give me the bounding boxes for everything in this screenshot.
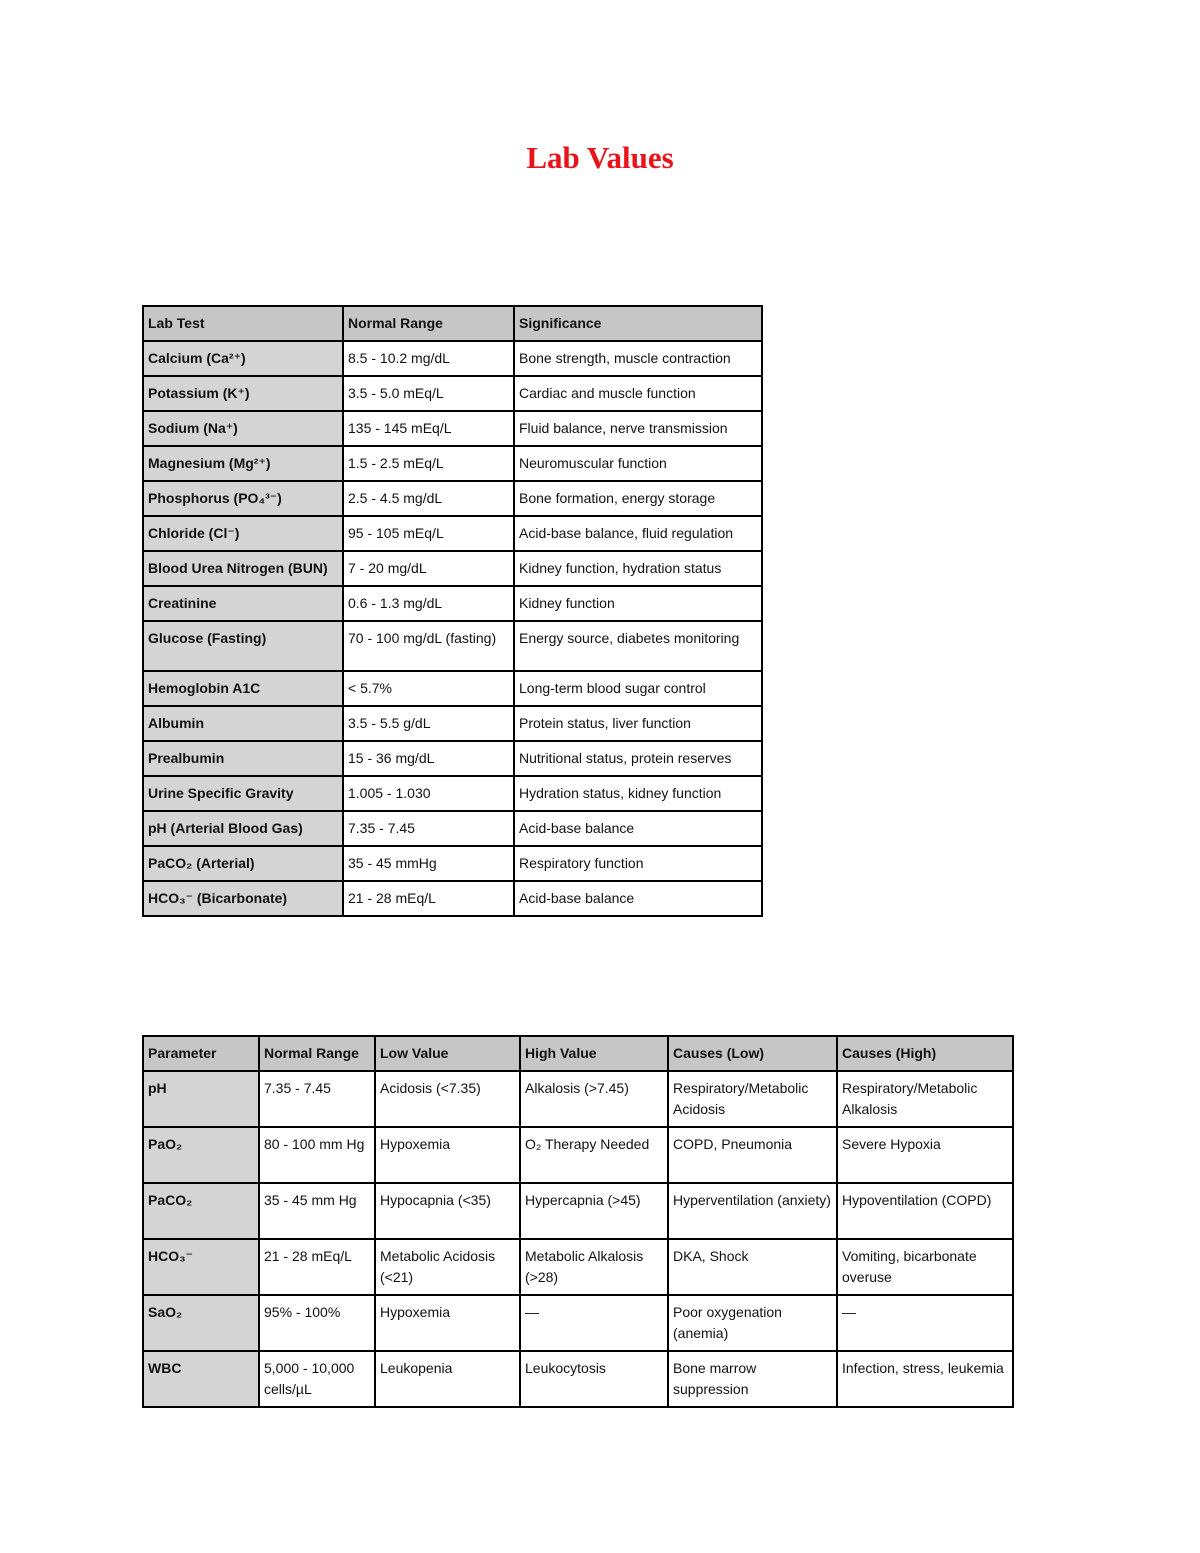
significance-cell: Acid-base balance, fluid regulation (514, 516, 762, 551)
lab-test-cell: Sodium (Na⁺) (143, 411, 343, 446)
table-row (143, 811, 762, 846)
table-row (143, 776, 762, 811)
low-value-cell: Hypocapnia (<35) (375, 1183, 520, 1239)
normal-range-cell: 21 - 28 mEq/L (259, 1239, 375, 1295)
low-value-cell: Acidosis (<7.35) (375, 1071, 520, 1127)
parameter-cell: SaO₂ (143, 1295, 259, 1351)
normal-range-cell: 70 - 100 mg/dL (fasting) (343, 621, 514, 671)
normal-range-cell: 1.5 - 2.5 mEq/L (343, 446, 514, 481)
causes-low-cell: Hyperventilation (anxiety) (668, 1183, 837, 1239)
significance-cell: Nutritional status, protein reserves (514, 741, 762, 776)
causes-high-cell: Infection, stress, leukemia (837, 1351, 1013, 1407)
causes-low-cell: Respiratory/Metabolic Acidosis (668, 1071, 837, 1127)
low-value-cell: Hypoxemia (375, 1127, 520, 1183)
lab-test-cell: Calcium (Ca²⁺) (143, 341, 343, 376)
normal-range-cell: 2.5 - 4.5 mg/dL (343, 481, 514, 516)
significance-cell: Acid-base balance (514, 811, 762, 846)
significance-cell: Kidney function, hydration status (514, 551, 762, 586)
table-row (143, 621, 762, 671)
normal-range-cell: 35 - 45 mmHg (343, 846, 514, 881)
table-row (143, 1127, 1013, 1183)
significance-cell: Bone formation, energy storage (514, 481, 762, 516)
table-row (143, 1071, 1013, 1127)
significance-cell: Kidney function (514, 586, 762, 621)
column-header: Normal Range (259, 1036, 375, 1071)
normal-range-cell: 95 - 105 mEq/L (343, 516, 514, 551)
high-value-cell: Leukocytosis (520, 1351, 668, 1407)
lab-test-cell: Phosphorus (PO₄³⁻) (143, 481, 343, 516)
causes-high-cell: Hypoventilation (COPD) (837, 1183, 1013, 1239)
lab-test-cell: Prealbumin (143, 741, 343, 776)
normal-range-cell: 3.5 - 5.0 mEq/L (343, 376, 514, 411)
lab-test-cell: Blood Urea Nitrogen (BUN) (143, 551, 343, 586)
normal-range-cell: 35 - 45 mm Hg (259, 1183, 375, 1239)
normal-range-cell: 7 - 20 mg/dL (343, 551, 514, 586)
table-row (143, 516, 762, 551)
significance-cell: Bone strength, muscle contraction (514, 341, 762, 376)
lab-test-cell: Chloride (Cl⁻) (143, 516, 343, 551)
page-title: Lab Values (526, 140, 674, 175)
normal-range-cell: 21 - 28 mEq/L (343, 881, 514, 916)
high-value-cell: Alkalosis (>7.45) (520, 1071, 668, 1127)
high-value-cell: Hypercapnia (>45) (520, 1183, 668, 1239)
causes-high-cell: Vomiting, bicarbonate overuse (837, 1239, 1013, 1295)
causes-high-cell: Respiratory/Metabolic Alkalosis (837, 1071, 1013, 1127)
normal-range-cell: 135 - 145 mEq/L (343, 411, 514, 446)
lab-test-cell: Glucose (Fasting) (143, 621, 343, 671)
significance-cell: Fluid balance, nerve transmission (514, 411, 762, 446)
causes-low-cell: COPD, Pneumonia (668, 1127, 837, 1183)
causes-low-cell: Poor oxygenation (anemia) (668, 1295, 837, 1351)
column-header: Normal Range (343, 306, 514, 341)
normal-range-cell: 8.5 - 10.2 mg/dL (343, 341, 514, 376)
lab-test-cell: Urine Specific Gravity (143, 776, 343, 811)
table-header-row (143, 306, 762, 341)
significance-cell: Acid-base balance (514, 881, 762, 916)
significance-cell: Long-term blood sugar control (514, 671, 762, 706)
table-row (143, 881, 762, 916)
significance-cell: Energy source, diabetes monitoring (514, 621, 762, 671)
low-value-cell: Hypoxemia (375, 1295, 520, 1351)
normal-range-cell: 1.005 - 1.030 (343, 776, 514, 811)
table-row (143, 411, 762, 446)
significance-cell: Neuromuscular function (514, 446, 762, 481)
parameter-cell: pH (143, 1071, 259, 1127)
high-value-cell: — (520, 1295, 668, 1351)
table-row (143, 671, 762, 706)
lab-values-table (142, 305, 763, 917)
table-row (143, 551, 762, 586)
table-row (143, 741, 762, 776)
column-header: Lab Test (143, 306, 343, 341)
normal-range-cell: 3.5 - 5.5 g/dL (343, 706, 514, 741)
lab-test-cell: pH (Arterial Blood Gas) (143, 811, 343, 846)
lab-test-cell: Potassium (K⁺) (143, 376, 343, 411)
significance-cell: Protein status, liver function (514, 706, 762, 741)
lab-test-cell: Creatinine (143, 586, 343, 621)
table-row (143, 341, 762, 376)
causes-high-cell: — (837, 1295, 1013, 1351)
high-value-cell: Metabolic Alkalosis (>28) (520, 1239, 668, 1295)
normal-range-cell: 5,000 - 10,000 cells/µL (259, 1351, 375, 1407)
normal-range-cell: 7.35 - 7.45 (259, 1071, 375, 1127)
table-row (143, 706, 762, 741)
normal-range-cell: 80 - 100 mm Hg (259, 1127, 375, 1183)
table-row (143, 1295, 1013, 1351)
normal-range-cell: < 5.7% (343, 671, 514, 706)
table-row (143, 846, 762, 881)
column-header: High Value (520, 1036, 668, 1071)
parameter-cell: PaCO₂ (143, 1183, 259, 1239)
column-header: Causes (High) (837, 1036, 1013, 1071)
parameter-cell: HCO₃⁻ (143, 1239, 259, 1295)
significance-cell: Respiratory function (514, 846, 762, 881)
low-value-cell: Metabolic Acidosis (<21) (375, 1239, 520, 1295)
table-row (143, 1183, 1013, 1239)
significance-cell: Cardiac and muscle function (514, 376, 762, 411)
table-row (143, 586, 762, 621)
normal-range-cell: 0.6 - 1.3 mg/dL (343, 586, 514, 621)
lab-test-cell: Albumin (143, 706, 343, 741)
parameter-cell: PaO₂ (143, 1127, 259, 1183)
table-row (143, 1351, 1013, 1407)
significance-cell: Hydration status, kidney function (514, 776, 762, 811)
table-row (143, 376, 762, 411)
column-header: Parameter (143, 1036, 259, 1071)
abg-parameters-table (142, 1035, 1014, 1408)
lab-test-cell: HCO₃⁻ (Bicarbonate) (143, 881, 343, 916)
normal-range-cell: 95% - 100% (259, 1295, 375, 1351)
table-row (143, 1239, 1013, 1295)
lab-test-cell: Magnesium (Mg²⁺) (143, 446, 343, 481)
table-row (143, 446, 762, 481)
high-value-cell: O₂ Therapy Needed (520, 1127, 668, 1183)
causes-high-cell: Severe Hypoxia (837, 1127, 1013, 1183)
column-header: Low Value (375, 1036, 520, 1071)
table-header-row (143, 1036, 1013, 1071)
normal-range-cell: 15 - 36 mg/dL (343, 741, 514, 776)
lab-test-cell: Hemoglobin A1C (143, 671, 343, 706)
normal-range-cell: 7.35 - 7.45 (343, 811, 514, 846)
parameter-cell: WBC (143, 1351, 259, 1407)
low-value-cell: Leukopenia (375, 1351, 520, 1407)
causes-low-cell: DKA, Shock (668, 1239, 837, 1295)
lab-test-cell: PaCO₂ (Arterial) (143, 846, 343, 881)
table-row (143, 481, 762, 516)
causes-low-cell: Bone marrow suppression (668, 1351, 837, 1407)
column-header: Significance (514, 306, 762, 341)
column-header: Causes (Low) (668, 1036, 837, 1071)
